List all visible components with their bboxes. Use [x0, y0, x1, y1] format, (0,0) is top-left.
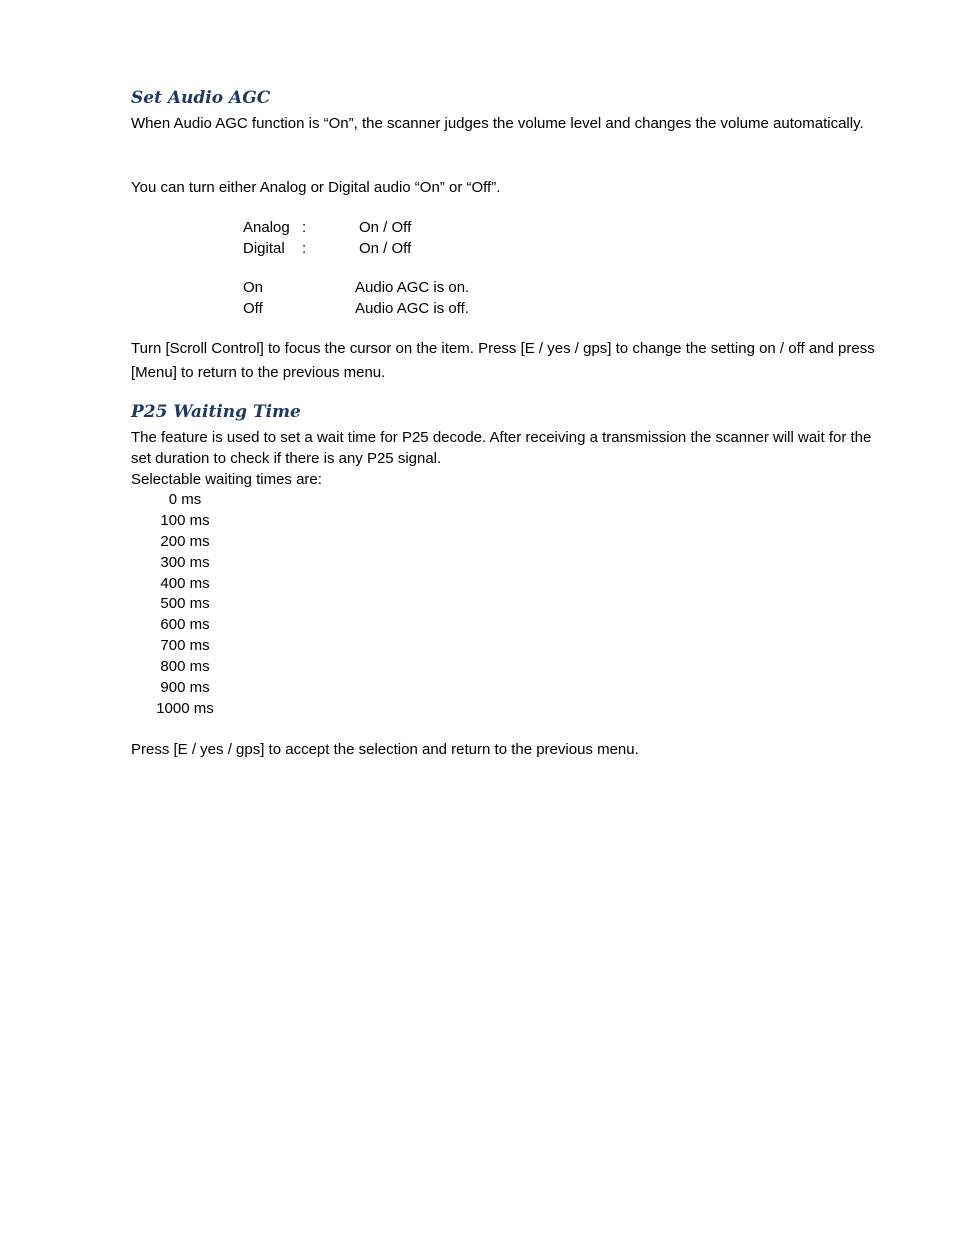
option-label: Analog — [243, 219, 290, 236]
agc-intro-paragraph: When Audio AGC function is “On”, the scanner judges the volume level and changes the volume automatically. — [131, 115, 864, 132]
list-item: 500 ms — [160, 595, 210, 613]
option-separator: : — [302, 240, 307, 257]
agc-state-row-off — [0, 298, 954, 319]
state-description: Audio AGC is off. — [355, 300, 469, 317]
agc-either-paragraph: You can turn either Analog or Digital audio “On” or “Off”. — [131, 179, 501, 196]
option-value: On / Off — [359, 240, 412, 257]
option-separator: : — [302, 219, 307, 236]
state-label: On — [243, 279, 264, 296]
list-item: 400 ms — [160, 574, 210, 592]
agc-instructions-paragraph: Turn [Scroll Control] to focus the cursor on the item. Press [E / yes / gps] to change the setting on / off and press [Menu] to return to the previous menu. — [131, 340, 875, 381]
list-item: 100 ms — [160, 511, 210, 529]
option-label: Digital — [243, 240, 285, 257]
list-item: 0 ms — [168, 491, 202, 508]
state-label: Off — [243, 300, 263, 317]
list-item: 800 ms — [160, 658, 210, 676]
agc-state-row-on — [0, 277, 954, 298]
agc-heading: Set Audio AGC — [131, 88, 271, 108]
option-value: On / Off — [359, 219, 412, 236]
state-description: Audio AGC is on. — [355, 279, 470, 296]
agc-option-row-digital — [0, 238, 954, 259]
list-item: 1000 ms — [156, 699, 214, 717]
p25-times-list — [140, 490, 230, 720]
list-item: 900 ms — [160, 679, 210, 697]
p25-description-paragraph: The feature is used to set a wait time for P25 decode. After receiving a transmission the scanner will wait for the set duration to check if there is any P25 signal. — [131, 429, 872, 467]
p25-heading: P25 Waiting Time — [131, 402, 301, 422]
p25-instructions-paragraph: Press [E / yes / gps] to accept the selection and return to the previous menu. — [131, 741, 639, 758]
list-item: 600 ms — [160, 616, 210, 634]
list-item: 700 ms — [160, 637, 210, 655]
p25-selectable-label: Selectable waiting times are: — [131, 471, 322, 488]
agc-option-row-analog — [0, 217, 954, 238]
list-item: 300 ms — [160, 553, 210, 571]
list-item: 200 ms — [160, 532, 210, 550]
